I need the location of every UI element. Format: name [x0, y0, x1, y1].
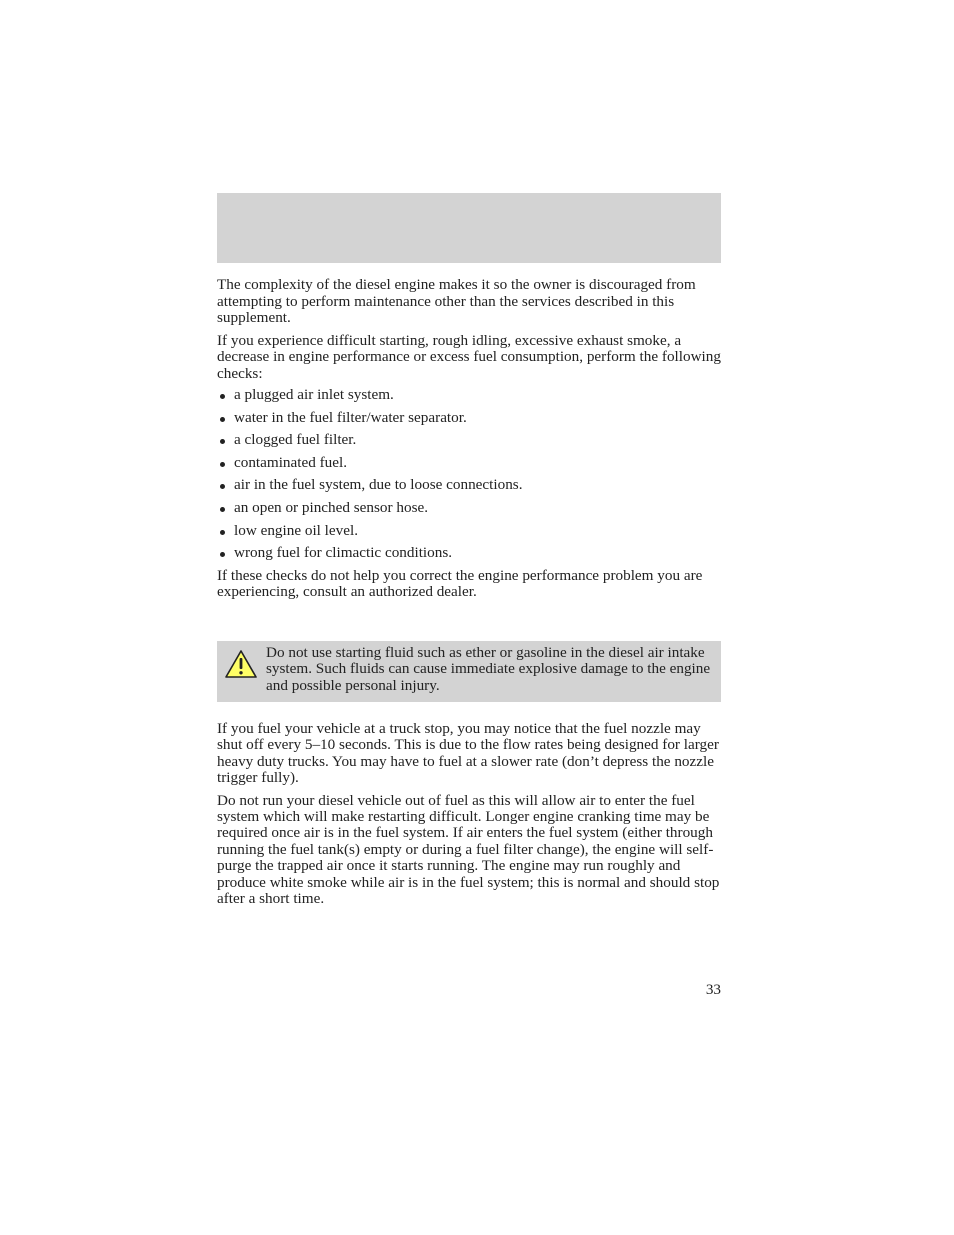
warning-triangle-icon — [224, 649, 258, 679]
closing-paragraph: If these checks do not help you correct the engine performance problem you are experiencing, consult an authorized dealer. — [217, 566, 703, 601]
intro-paragraph-1: The complexity of the diesel engine makes it so the owner is discouraged from attempting to perform maintenance other than the services described in this supplement. — [217, 276, 696, 326]
list-item: a clogged fuel filter. — [217, 432, 723, 455]
fueling-paragraph-2: Do not run your diesel vehicle out of fuel as this will allow air to enter the fuel system which will make restarting difficult. Longer engine cranking time may be required once air is in the fuel system. If air enters the fuel system (either through running the fuel tank(s) empty or during a fuel filter change), the engine will self-purge the trapped air once it starts running. The engine may run roughly and produce white smoke while air is in the fuel system; this is normal and should stop after a short time. — [217, 791, 720, 908]
warning-text: Do not use starting fluid such as ether or gasoline in the diesel air intake system. Such fluids can cause immediate explosive damage to the engine and possible personal injury. — [266, 644, 711, 694]
checks-list — [217, 387, 723, 568]
list-item: an open or pinched sensor hose. — [217, 500, 723, 523]
list-item: wrong fuel for climactic conditions. — [217, 545, 723, 568]
page-number: 33 — [705, 981, 721, 998]
list-item: a plugged air inlet system. — [217, 387, 723, 410]
maintenance-section — [217, 277, 723, 601]
list-item: low engine oil level. — [217, 523, 723, 546]
intro-paragraph-2: If you experience difficult starting, rough idling, excessive exhaust smoke, a decrease in engine performance or excess fuel consumption, perform the following checks: — [217, 331, 721, 382]
header-band — [217, 193, 721, 263]
fueling-paragraph-1: If you fuel your vehicle at a truck stop, you may notice that the fuel nozzle may shut off every 5–10 seconds. This is due to the flow rates being designed for larger heavy duty trucks. You may have to fuel at a slower rate (don’t depress the nozzle trigger fully). — [217, 720, 719, 787]
warning-box — [217, 641, 721, 702]
list-item: water in the fuel filter/water separator. — [217, 410, 723, 433]
list-item: contaminated fuel. — [217, 455, 723, 478]
list-item: air in the fuel system, due to loose connections. — [217, 477, 723, 500]
fueling-section — [217, 721, 723, 913]
